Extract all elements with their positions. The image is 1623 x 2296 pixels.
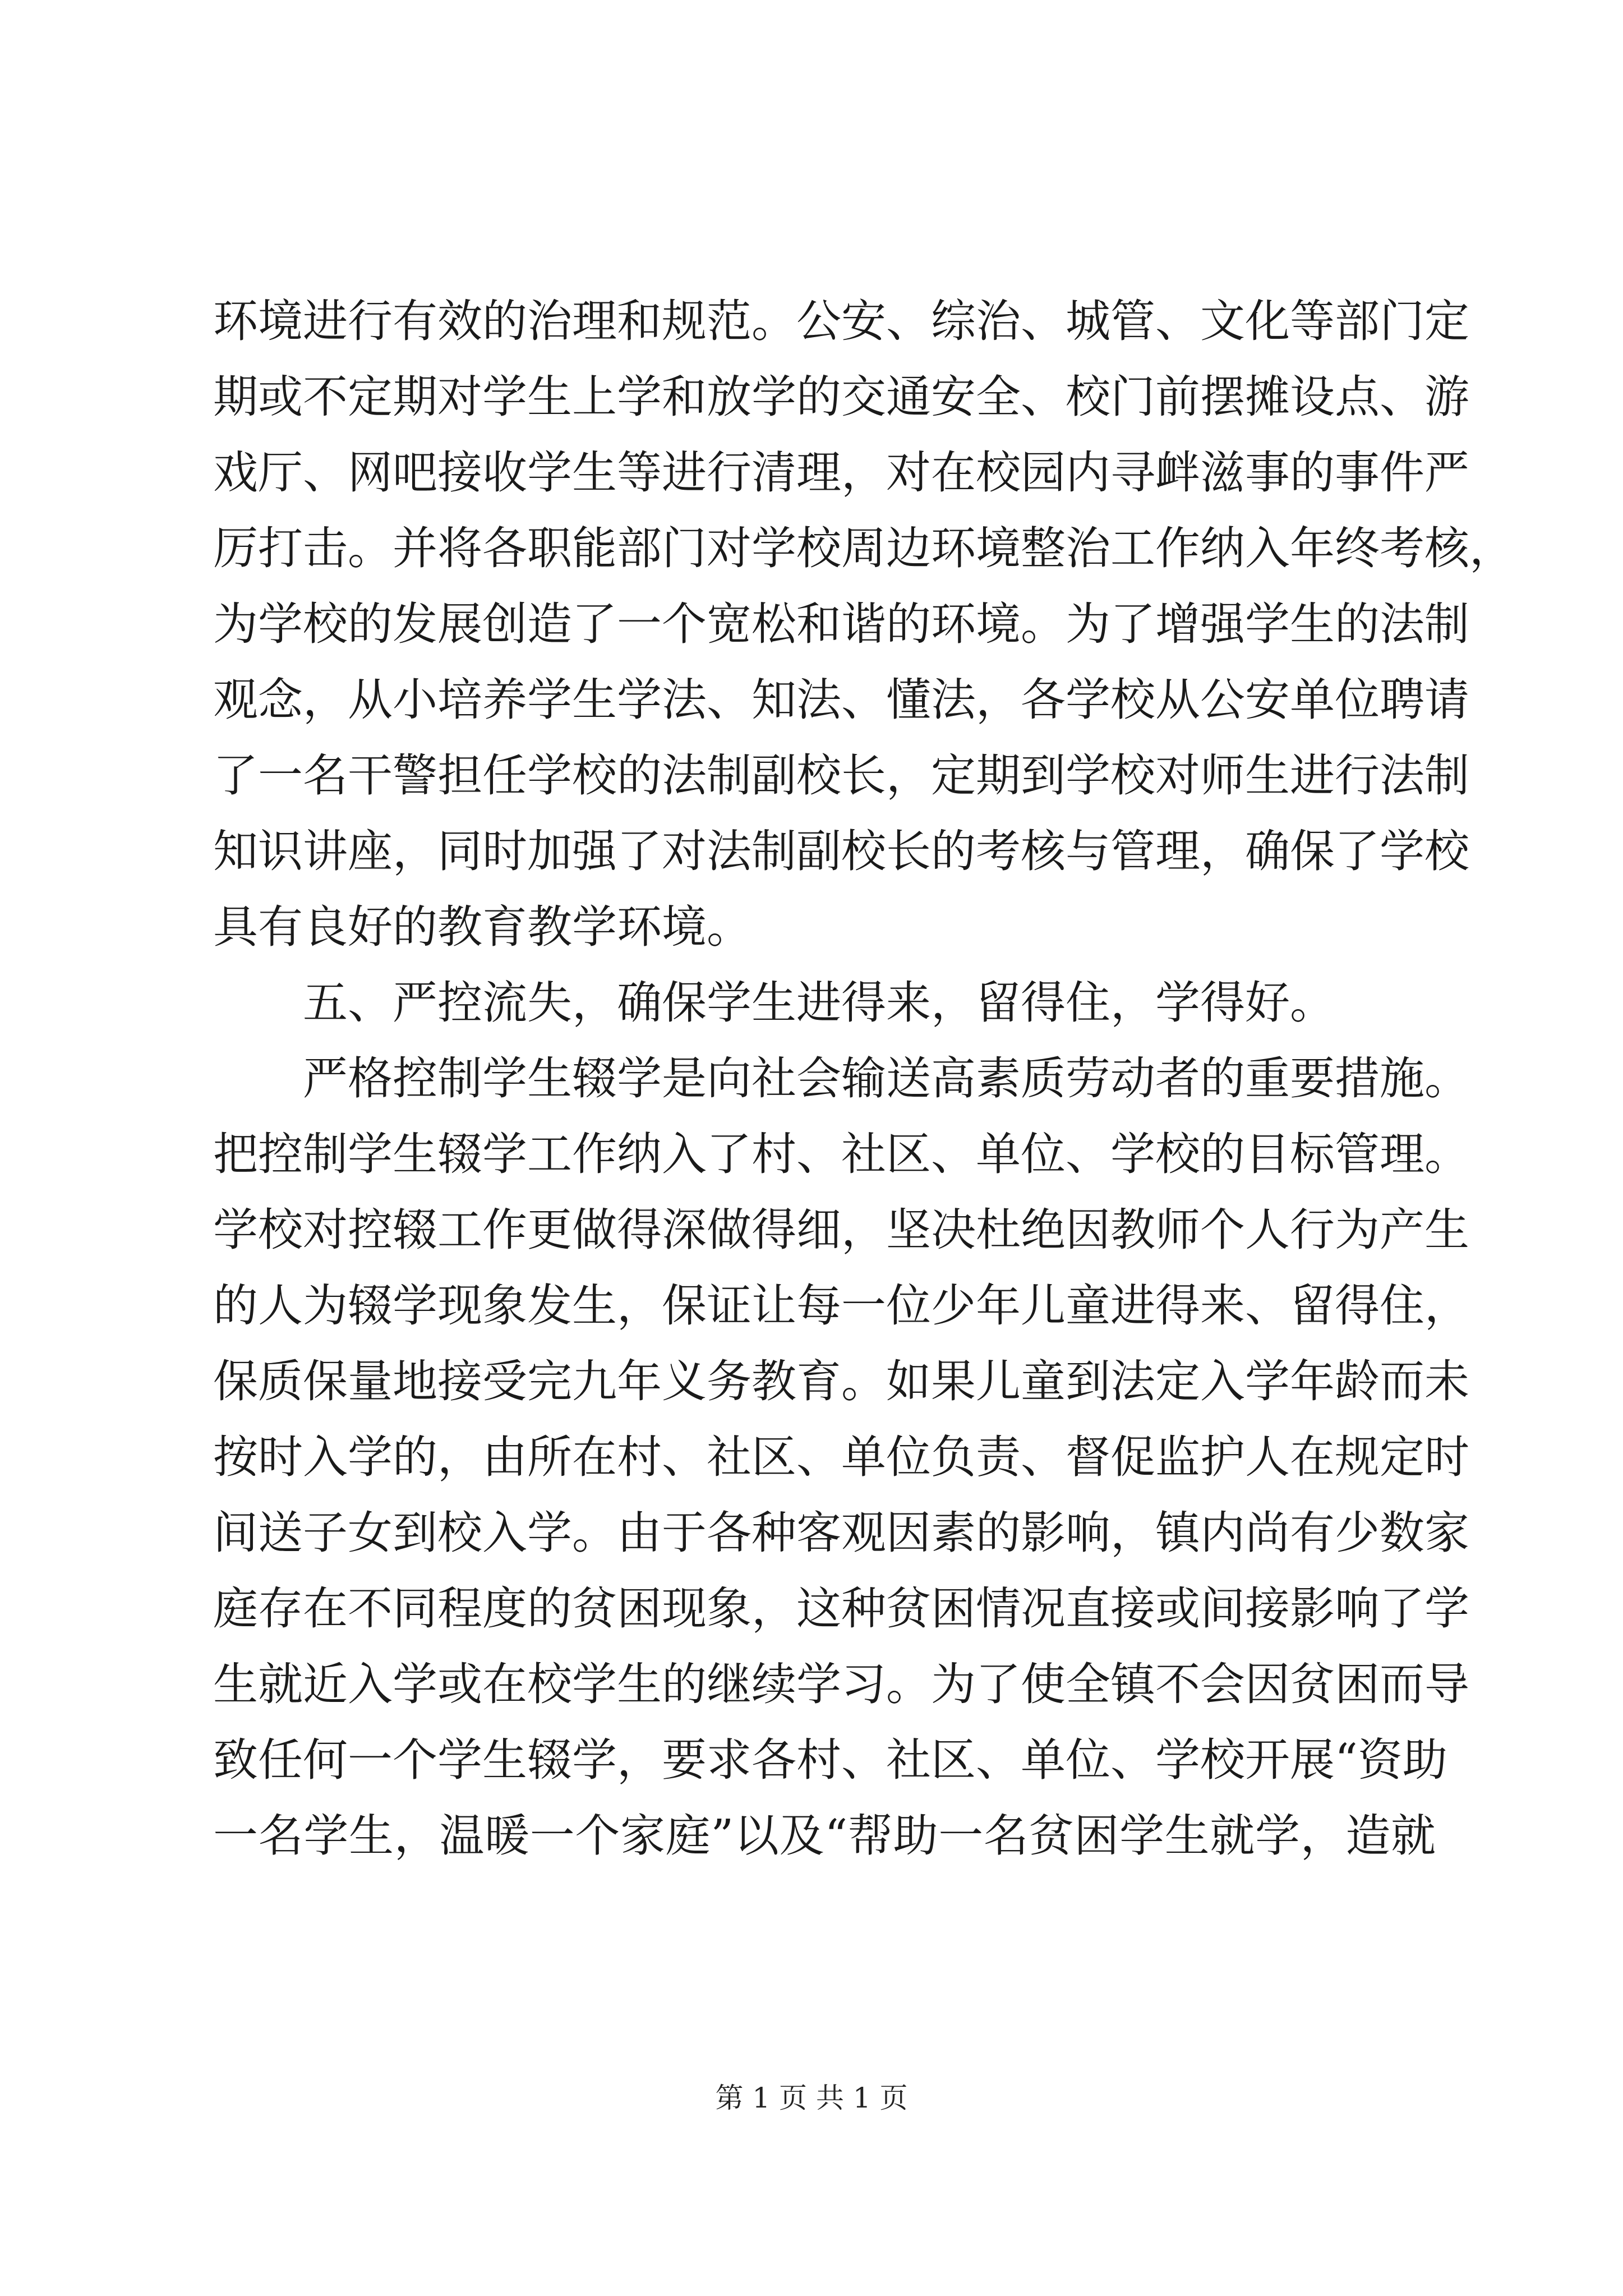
text-line: 环境进行有效的治理和规范。公安、综治、城管、文化等部门定 (213, 295, 1469, 347)
text-line: 保质保量地接受完九年义务教育。如果儿童到法定入学年龄而未 (213, 1355, 1469, 1407)
text-line: 的人为辍学现象发生，保证让每一位少年儿童进得来、留得住， (213, 1280, 1469, 1332)
document-body (213, 283, 1514, 1874)
text-line: 严格控制学生辍学是向社会输送高素质劳动者的重要措施。 (213, 1052, 1469, 1105)
text-line: 知识讲座，同时加强了对法制副校长的考核与管理，确保了学校 (213, 825, 1469, 877)
page-number-label: 第 1 页 共 1 页 (715, 2082, 908, 2114)
text-line: 庭存在不同程度的贫困现象，这种贫困情况直接或间接影响了学 (213, 1582, 1469, 1635)
text-line: 了一名干警担任学校的法制副校长，定期到学校对师生进行法制 (213, 749, 1469, 802)
text-line: 把控制学生辍学工作纳入了村、社区、单位、学校的目标管理。 (213, 1128, 1469, 1180)
text-line: 期或不定期对学生上学和放学的交通安全、校门前摆摊设点、游 (213, 371, 1469, 423)
text-line: 间送子女到校入学。由于各种客观因素的影响，镇内尚有少数家 (213, 1507, 1469, 1559)
text-line: 按时入学的，由所在村、社区、单位负责、督促监护人在规定时 (213, 1431, 1469, 1483)
text-line: 一名学生，温暖一个家庭”以及“帮助一名贫困学生就学，造就 (213, 1810, 1436, 1862)
page-footer (0, 2076, 1623, 2116)
text-line: 生就近入学或在校学生的继续学习。为了使全镇不会因贫困而导 (213, 1658, 1469, 1710)
text-line: 学校对控辍工作更做得深做得细，坚决杜绝因教师个人行为产生 (213, 1204, 1469, 1256)
text-line: 观念，从小培养学生学法、知法、懂法，各学校从公安单位聘请 (213, 674, 1469, 726)
text-line: 厉打击。并将各职能部门对学校周边环境整治工作纳入年终考核， (213, 522, 1514, 574)
text-line: 为学校的发展创造了一个宽松和谐的环境。为了增强学生的法制 (213, 598, 1469, 650)
text-line: 戏厅、网吧接收学生等进行清理，对在校园内寻衅滋事的事件严 (213, 447, 1469, 499)
text-line: 致任何一个学生辍学，要求各村、社区、单位、学校开展“资助 (213, 1734, 1447, 1786)
text-line: 具有良好的教育教学环境。 (213, 901, 751, 953)
section-heading: 五、严控流失，确保学生进得来，留得住，学得好。 (213, 977, 1335, 1029)
